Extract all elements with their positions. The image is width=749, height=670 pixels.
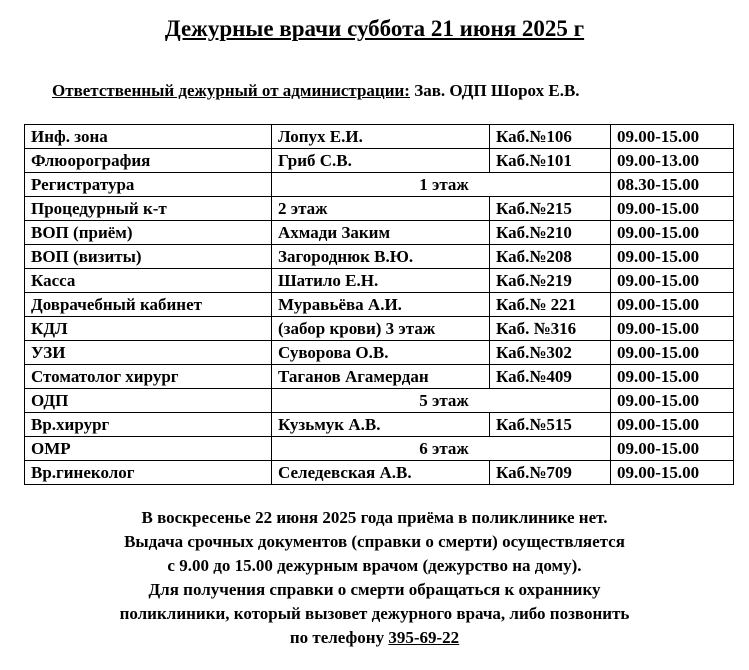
table-row [25,317,734,341]
room-cell: Каб. №316 [490,317,611,341]
room-cell: Каб.№ 221 [490,293,611,317]
department-cell: Вр.хирург [25,413,272,437]
floor-cell: 6 этаж [272,437,611,461]
room-cell: Каб.№709 [490,461,611,485]
table-row [25,269,734,293]
hours-cell: 09.00-15.00 [611,461,734,485]
hours-cell: 09.00-15.00 [611,413,734,437]
room-cell: Каб.№106 [490,125,611,149]
department-cell: Флюорография [25,149,272,173]
room-cell: Каб.№302 [490,341,611,365]
page-title [0,14,749,44]
page-title-text: Дежурные врачи суббота 21 июня 2025 г [164,16,585,41]
table-row [25,125,734,149]
doctor-cell: Суворова О.В. [272,341,490,365]
department-cell: ОМР [25,437,272,461]
hours-cell: 09.00-15.00 [611,245,734,269]
doctor-cell: Загороднюк В.Ю. [272,245,490,269]
responsible-value: Зав. ОДП Шорох Е.В. [409,81,580,100]
department-cell: Вр.гинеколог [25,461,272,485]
department-cell: УЗИ [25,341,272,365]
duty-schedule-table [24,124,734,485]
phone-number[interactable]: 395-69-22 [388,628,460,647]
doctor-cell: 2 этаж [272,197,490,221]
room-cell: Каб.№215 [490,197,611,221]
floor-cell: 5 этаж [272,389,611,413]
table-row [25,197,734,221]
table-row [25,341,734,365]
doctor-cell: Муравьёва А.И. [272,293,490,317]
phone-prefix: по телефону [289,628,389,647]
responsible-admin [52,80,580,102]
table-row [25,149,734,173]
table-row [25,221,734,245]
table-row [25,245,734,269]
room-cell: Каб.№101 [490,149,611,173]
notice-line: поликлиники, который вызовет дежурного врача, либо позвонить [119,604,630,623]
table-row [25,173,734,197]
department-cell: ВОП (приём) [25,221,272,245]
room-cell: Каб.№515 [490,413,611,437]
notice-line: Для получения справки о смерти обращаться к охраннику [148,580,601,599]
notice-line: В воскресенье 22 июня 2025 года приёма в поликлинике нет. [141,508,608,527]
department-cell: ОДП [25,389,272,413]
hours-cell: 09.00-15.00 [611,317,734,341]
table-row [25,437,734,461]
table-row [25,365,734,389]
doctor-cell: Таганов Агамердан [272,365,490,389]
notice-line: Выдача срочных документов (справки о смерти) осуществляется [124,532,625,551]
department-cell: Доврачебный кабинет [25,293,272,317]
table-row [25,293,734,317]
hours-cell: 09.00-15.00 [611,341,734,365]
duty-schedule-body [25,125,734,485]
hours-cell: 08.30-15.00 [611,173,734,197]
department-cell: Стоматолог хирург [25,365,272,389]
hours-cell: 09.00-15.00 [611,125,734,149]
doctor-cell: Селедевская А.В. [272,461,490,485]
doctor-cell: Лопух Е.И. [272,125,490,149]
hours-cell: 09.00-15.00 [611,293,734,317]
doctor-cell: Гриб С.В. [272,149,490,173]
responsible-label: Ответственный дежурный от администрации: [52,81,410,100]
floor-cell: 1 этаж [272,173,611,197]
notice-line-phone [0,626,749,650]
hours-cell: 09.00-15.00 [611,269,734,293]
doctor-cell: Шатило Е.Н. [272,269,490,293]
hours-cell: 09.00-15.00 [611,389,734,413]
department-cell: Процедурный к-т [25,197,272,221]
department-cell: Касса [25,269,272,293]
department-cell: Регистратура [25,173,272,197]
department-cell: ВОП (визиты) [25,245,272,269]
room-cell: Каб.№208 [490,245,611,269]
doctor-cell: Ахмади Заким [272,221,490,245]
table-row [25,389,734,413]
table-row [25,413,734,437]
room-cell: Каб.№210 [490,221,611,245]
table-row [25,461,734,485]
doctor-cell: Кузьмук А.В. [272,413,490,437]
hours-cell: 09.00-15.00 [611,221,734,245]
sunday-notice [0,506,749,650]
hours-cell: 09.00-15.00 [611,365,734,389]
department-cell: КДЛ [25,317,272,341]
notice-line: с 9.00 до 15.00 дежурным врачом (дежурство на дому). [167,556,582,575]
department-cell: Инф. зона [25,125,272,149]
room-cell: Каб.№409 [490,365,611,389]
room-cell: Каб.№219 [490,269,611,293]
hours-cell: 09.00-15.00 [611,197,734,221]
hours-cell: 09.00-13.00 [611,149,734,173]
doctor-cell: (забор крови) 3 этаж [272,317,490,341]
hours-cell: 09.00-15.00 [611,437,734,461]
